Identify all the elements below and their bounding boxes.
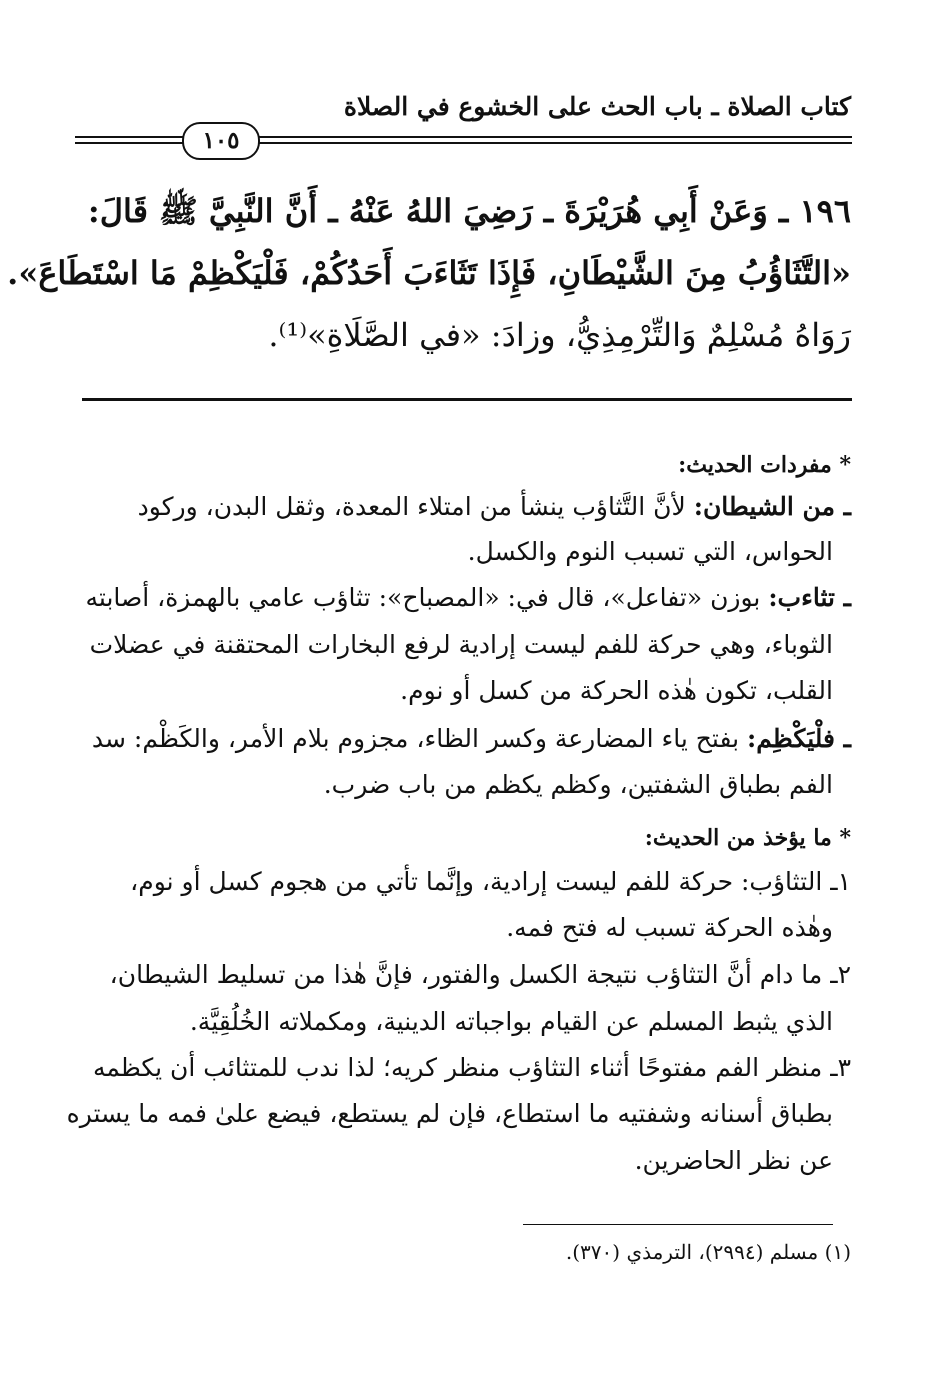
lessons-heading: * ما يؤخذ من الحديث: <box>644 825 851 851</box>
hadith-line-2: «التَّثَاؤُبُ مِنَ الشَّيْطَانِ، فَإِذَا تَثَاءَبَ أَحَدُكُمْ، فَلْيَكْظِمْ مَا اسْتَطَاعَ». <box>7 254 851 292</box>
lesson-1-line-1: ١ـ التثاؤب: حركة للفم ليست إرادية، وإنَّما تأتي من هجوم كسل أو نوم، <box>130 867 851 896</box>
lesson-3-line-2: بطباق أسنانه وشفتيه ما استطاع، فإن لم يستطع، فيضع علىٰ فمه ما يستره <box>66 1099 833 1128</box>
vocabulary-heading: * مفردات الحديث: <box>678 452 851 478</box>
vocab-text: بفتح ياء المضارعة وكسر الظاء، مجزوم بلام الأمر، والكَظْم: سد <box>91 724 748 753</box>
lesson-2-line-1: ٢ـ ما دام أنَّ التثاؤب نتيجة الكسل والفتور، فإنَّ هٰذا من تسليط الشيطان، <box>109 960 851 989</box>
lesson-2-line-2: الذي يثبط المسلم عن القيام بواجباته الدينية، ومكملاته الخُلُقِيَّة. <box>189 1007 833 1036</box>
vocab-term-3: ـ فلْيَكْظِم: <box>747 724 851 753</box>
vocab-term-1: ـ من الشيطان: <box>693 492 851 521</box>
footnote-rule <box>523 1224 833 1225</box>
footnote: (١) مسلم (٢٩٩٤)، الترمذي (٣٧٠). <box>565 1240 851 1264</box>
vocab-term-2: ـ تثاءب: <box>768 583 851 612</box>
vocab-item-3-line-2: الفم بطباق الشفتين، وكظم يكظم من باب ضرب. <box>323 770 833 799</box>
lesson-3-line-3: عن نظر الحاضرين. <box>634 1146 833 1175</box>
lesson-1-line-2: وهٰذه الحركة تسبب له فتح فمه. <box>506 913 833 942</box>
header-rule-left <box>75 136 185 138</box>
hadith-line-1 <box>75 192 851 238</box>
vocab-item-1-line-2: الحواس، التي تسبب النوم والكسل. <box>467 537 833 566</box>
vocab-item-2-line-3: القلب، تكون هٰذه الحركة من كسل أو نوم. <box>400 676 833 705</box>
hadith-text-1: ـ وَعَنْ أَبِي هُرَيْرَةَ ـ رَضِيَ اللهُ عَنْهُ ـ أَنَّ النَّبِيَّ ﷺ قَالَ: <box>87 192 789 230</box>
running-header: كتاب الصلاة ـ باب الحث على الخشوع في الصلاة <box>343 92 851 121</box>
vocab-text: بوزن «تفاعل»، قال في: «المصباح»: تثاؤب عامي بالهمزة، أصابته <box>85 583 769 612</box>
page-number: ١٠٥ <box>182 122 260 160</box>
vocab-text: لأنَّ التَّثاؤب ينشأ من امتلاء المعدة، وثقل البدن، وركود <box>137 492 694 521</box>
hadith-line-3: رَوَاهُ مُسْلِمٌ وَالتِّرْمِذِيُّ، وزادَ: «في الصَّلَاةِ»⁽¹⁾. <box>268 316 851 354</box>
vocab-item-2-line-2: الثوباء، وهي حركة للفم ليست إرادية لرفع البخارات المحتقنة في عضلات <box>89 630 833 659</box>
hadith-number: ١٩٦ <box>799 192 851 230</box>
vocab-item-2-line-1 <box>75 583 851 612</box>
lesson-3-line-1: ٣ـ منظر الفم مفتوحًا أثناء التثاؤب منظر كريه؛ لذا ندب للمتثائب أن يكظمه <box>92 1053 851 1082</box>
vocab-item-1-line-1 <box>75 492 851 521</box>
vocab-item-3-line-1 <box>75 724 851 753</box>
header-rule-right <box>255 136 852 138</box>
hadith-divider <box>82 398 852 401</box>
